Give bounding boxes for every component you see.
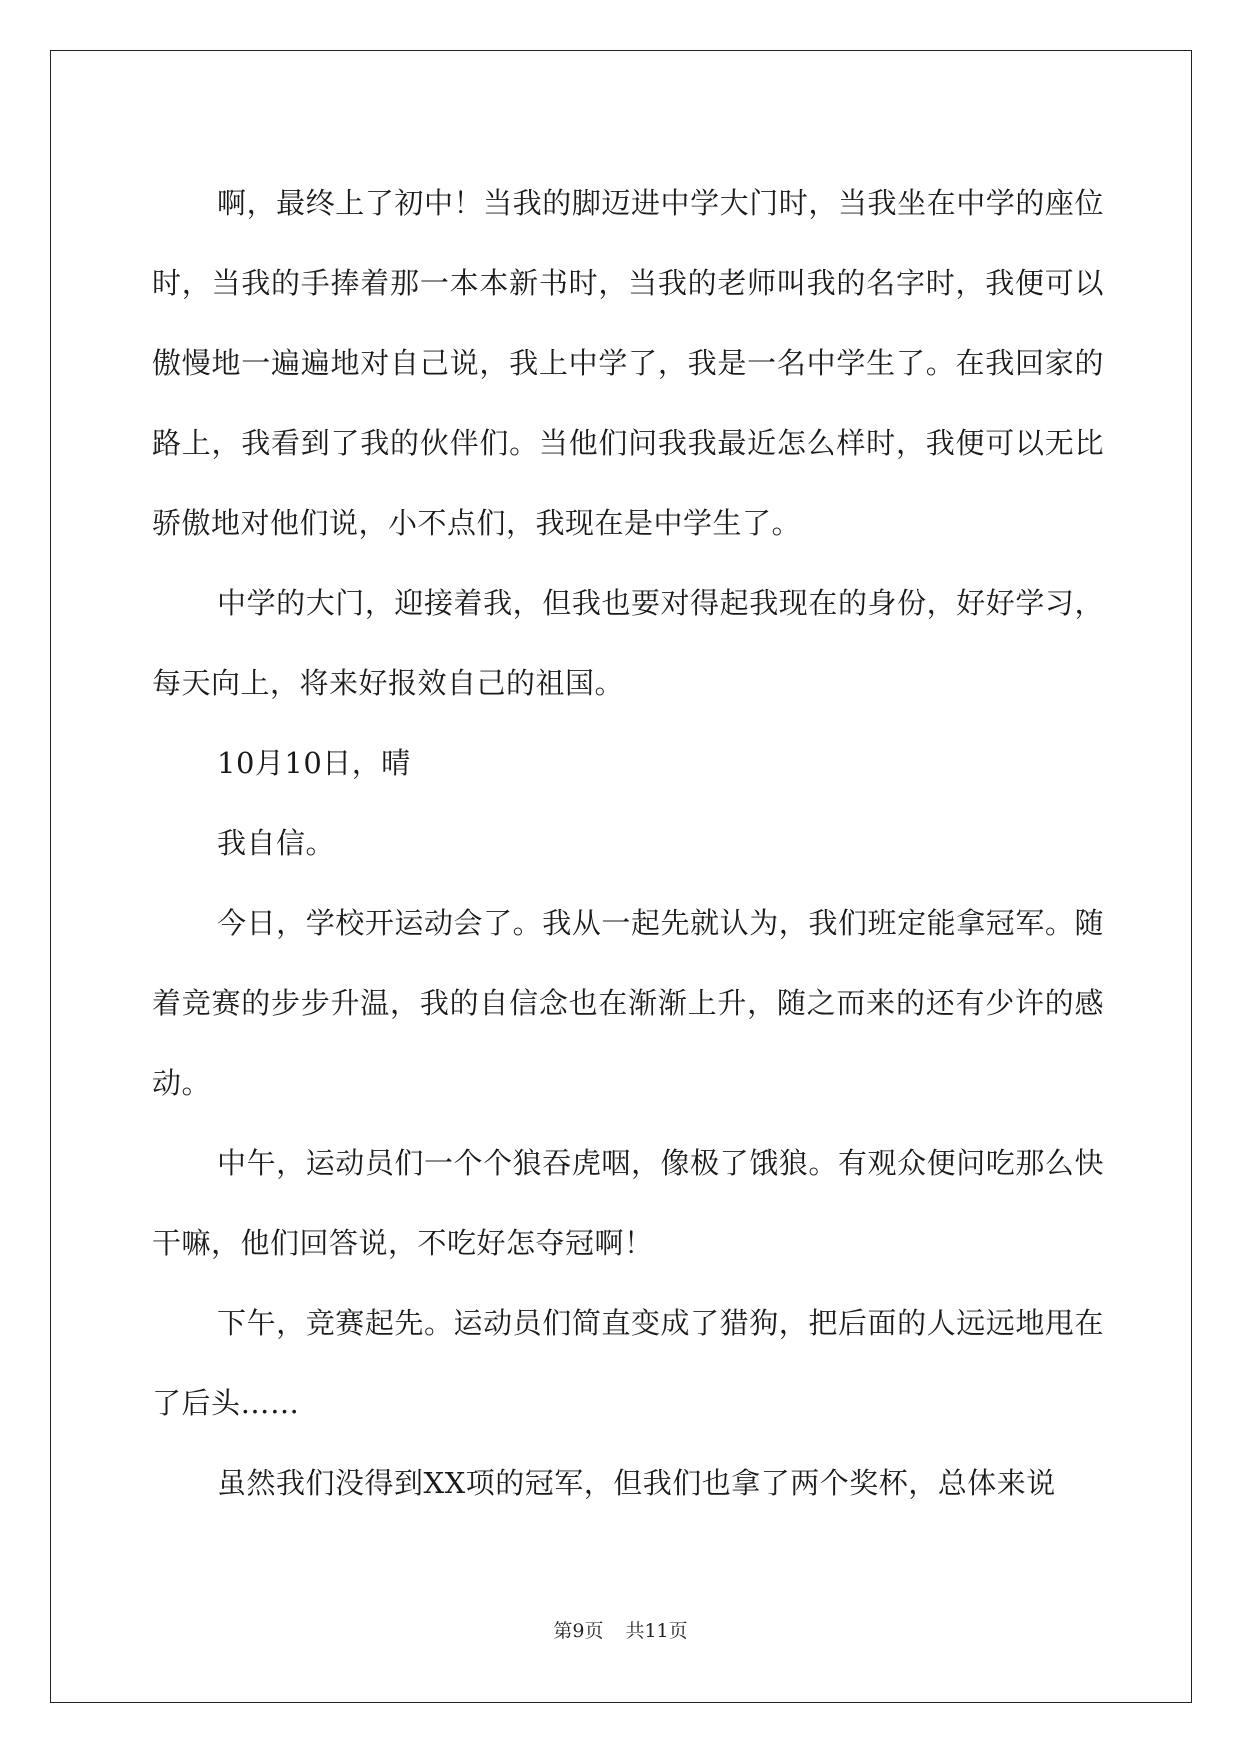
current-page-number: 第9页 [553,1620,604,1642]
document-body [152,163,1104,1523]
paragraph: 中学的大门，迎接着我，但我也要对得起我现在的身份，好好学习，每天向上，将来好报效自己的祖国。 [152,586,1104,700]
total-pages: 共11页 [625,1620,688,1642]
page-footer [0,1616,1241,1643]
paragraph: 今日，学校开运动会了。我从一起先就认为，我们班定能拿冠军。随着竞赛的步步升温，我的自信念也在渐渐上升，随之而来的还有少许的感动。 [152,906,1104,1100]
paragraph: 我自信。 [217,826,336,860]
paragraph: 啊，最终上了初中！当我的脚迈进中学大门时，当我坐在中学的座位时，当我的手捧着那一本本新书时，当我的老师叫我的名字时，我便可以傲慢地一遍遍地对自己说，我上中学了，我是一名中学生了。在我回家的路上，我看到了我的伙伴们。当他们问我我最近怎么样时，我便可以无比骄傲地对他们说，小不点们，我现在是中学生了。 [152,186,1104,540]
paragraph: 虽然我们没得到XX项的冠军，但我们也拿了两个奖杯，总体来说 [217,1466,1056,1500]
paragraph: 中午，运动员们一个个狼吞虎咽，像极了饿狼。有观众便问吃那么快干嘛，他们回答说，不吃好怎夺冠啊！ [152,1146,1104,1260]
paragraph: 下午，竞赛起先。运动员们简直变成了猎狗，把后面的人远远地甩在了后头…… [152,1306,1104,1420]
date-line: 10月10日，晴 [217,746,411,780]
